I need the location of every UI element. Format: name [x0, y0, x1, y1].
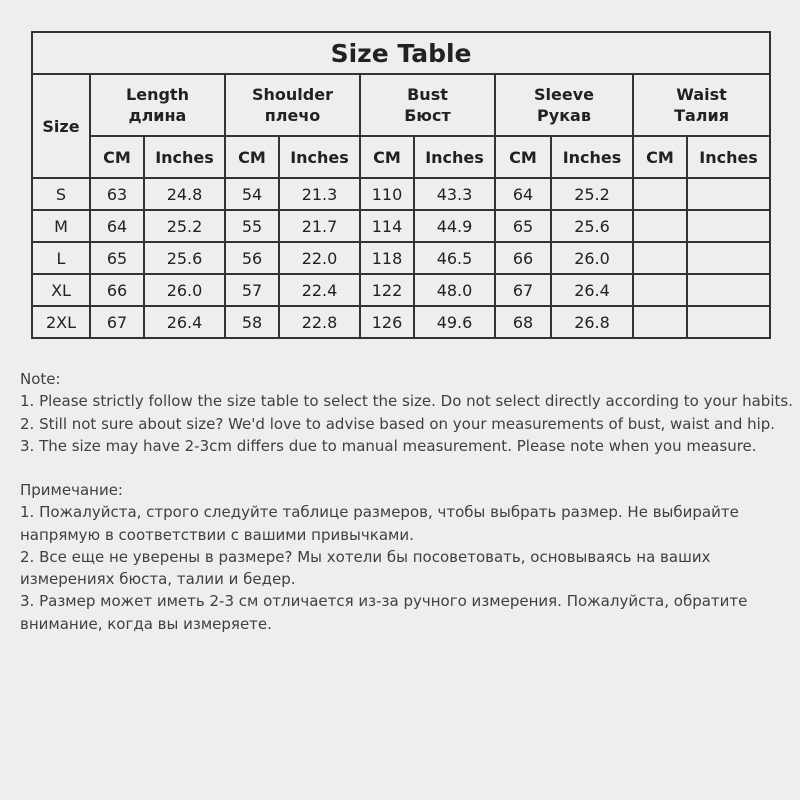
measurement-cell: [633, 242, 687, 274]
note-line: 3. Размер может иметь 2-3 см отличается из-за ручного измерения. Пожалуйста, обратите: [20, 592, 748, 611]
table-body: [32, 178, 770, 338]
measurement-cell: 22.4: [279, 274, 360, 306]
measurement-cell: 48.0: [414, 274, 495, 306]
unit-header: Inches: [144, 136, 225, 178]
measurement-cell: 46.5: [414, 242, 495, 274]
measurement-cell: 68: [495, 306, 551, 338]
measurement-cell: [633, 210, 687, 242]
note-line: 2. Все еще не уверены в размере? Мы хотели бы посоветовать, основываясь на ваших: [20, 547, 711, 566]
measurement-cell: 126: [360, 306, 414, 338]
measurement-cell: 44.9: [414, 210, 495, 242]
unit-header: Inches: [687, 136, 770, 178]
measurement-cell: 67: [495, 274, 551, 306]
title-row: [32, 32, 770, 74]
measurement-cell: [687, 178, 770, 210]
measurement-cell: 114: [360, 210, 414, 242]
sleeve-header: [495, 74, 633, 136]
size-cell: S: [32, 178, 90, 210]
measurement-cell: 21.7: [279, 210, 360, 242]
measurement-cell: 22.0: [279, 242, 360, 274]
waist-label-ru: Талия: [674, 106, 729, 125]
measurement-cell: 25.2: [551, 178, 633, 210]
note-line: 2. Still not sure about size? We'd love to advise based on your measurements of bust, waist and hip.: [20, 414, 776, 433]
measurement-cell: 122: [360, 274, 414, 306]
unit-header-row: [32, 136, 770, 178]
shoulder-label-ru: плечо: [264, 106, 321, 125]
group-header-row: [32, 74, 770, 136]
measurement-cell: 21.3: [279, 178, 360, 210]
measurement-cell: [633, 274, 687, 306]
notes-english: [20, 368, 793, 457]
size-table: [31, 31, 771, 339]
unit-header: CM: [90, 136, 144, 178]
measurement-cell: 25.6: [551, 210, 633, 242]
bust-label-en: Bust: [407, 85, 448, 104]
table-row: [32, 210, 770, 242]
measurement-cell: 26.0: [551, 242, 633, 274]
size-cell: XL: [32, 274, 90, 306]
measurement-cell: 22.8: [279, 306, 360, 338]
length-header: [90, 74, 225, 136]
table-row: [32, 242, 770, 274]
measurement-cell: 49.6: [414, 306, 495, 338]
waist-header: [633, 74, 770, 136]
measurement-cell: 65: [90, 242, 144, 274]
unit-header: Inches: [279, 136, 360, 178]
notes-russian: [20, 479, 747, 635]
table-row: [32, 306, 770, 338]
measurement-cell: 25.6: [144, 242, 225, 274]
measurement-cell: 66: [90, 274, 144, 306]
shoulder-label-en: Shoulder: [252, 85, 333, 104]
length-label-en: Length: [126, 85, 189, 104]
note-line: 1. Пожалуйста, строго следуйте таблице размеров, чтобы выбрать размер. Не выбирайте: [20, 503, 739, 522]
size-cell: L: [32, 242, 90, 274]
measurement-cell: 25.2: [144, 210, 225, 242]
table-row: [32, 274, 770, 306]
measurement-cell: 110: [360, 178, 414, 210]
measurement-cell: 54: [225, 178, 279, 210]
note-line: внимание, когда вы измеряете.: [20, 614, 272, 633]
size-cell: 2XL: [32, 306, 90, 338]
measurement-cell: 24.8: [144, 178, 225, 210]
bust-label-ru: Бюст: [404, 106, 451, 125]
notes-english-heading: Note:: [20, 370, 61, 388]
measurement-cell: 43.3: [414, 178, 495, 210]
measurement-cell: 26.0: [144, 274, 225, 306]
measurement-cell: [633, 178, 687, 210]
measurement-cell: 64: [90, 210, 144, 242]
unit-header: CM: [633, 136, 687, 178]
shoulder-header: [225, 74, 360, 136]
measurement-cell: 66: [495, 242, 551, 274]
measurement-cell: 65: [495, 210, 551, 242]
measurement-cell: 64: [495, 178, 551, 210]
measurement-cell: 26.4: [144, 306, 225, 338]
sleeve-label-ru: Рукав: [537, 106, 591, 125]
measurement-cell: [687, 306, 770, 338]
note-line: напрямую в соответствии с вашими привычками.: [20, 525, 414, 544]
measurement-cell: 63: [90, 178, 144, 210]
measurement-cell: 26.4: [551, 274, 633, 306]
table-row: [32, 178, 770, 210]
table-title: Size Table: [32, 32, 770, 74]
unit-header: Inches: [551, 136, 633, 178]
measurement-cell: 57: [225, 274, 279, 306]
unit-header: CM: [225, 136, 279, 178]
size-column-header: Size: [32, 74, 90, 178]
measurement-cell: 26.8: [551, 306, 633, 338]
size-cell: M: [32, 210, 90, 242]
measurement-cell: [687, 274, 770, 306]
measurement-cell: [687, 210, 770, 242]
note-line: 1. Please strictly follow the size table to select the size. Do not select directly according to your habits.: [20, 392, 793, 411]
length-label-ru: длина: [128, 106, 187, 125]
note-line: 3. The size may have 2-3cm differs due to manual measurement. Please note when you measure.: [20, 436, 757, 455]
unit-header: CM: [360, 136, 414, 178]
bust-header: [360, 74, 495, 136]
waist-label-en: Waist: [676, 85, 727, 104]
measurement-cell: 56: [225, 242, 279, 274]
notes-russian-heading: Примечание:: [20, 481, 123, 499]
measurement-cell: [687, 242, 770, 274]
measurement-cell: 55: [225, 210, 279, 242]
measurement-cell: 58: [225, 306, 279, 338]
note-line: измерениях бюста, талии и бедер.: [20, 570, 296, 589]
measurement-cell: 67: [90, 306, 144, 338]
unit-header: CM: [495, 136, 551, 178]
measurement-cell: [633, 306, 687, 338]
sleeve-label-en: Sleeve: [534, 85, 594, 104]
unit-header: Inches: [414, 136, 495, 178]
measurement-cell: 118: [360, 242, 414, 274]
